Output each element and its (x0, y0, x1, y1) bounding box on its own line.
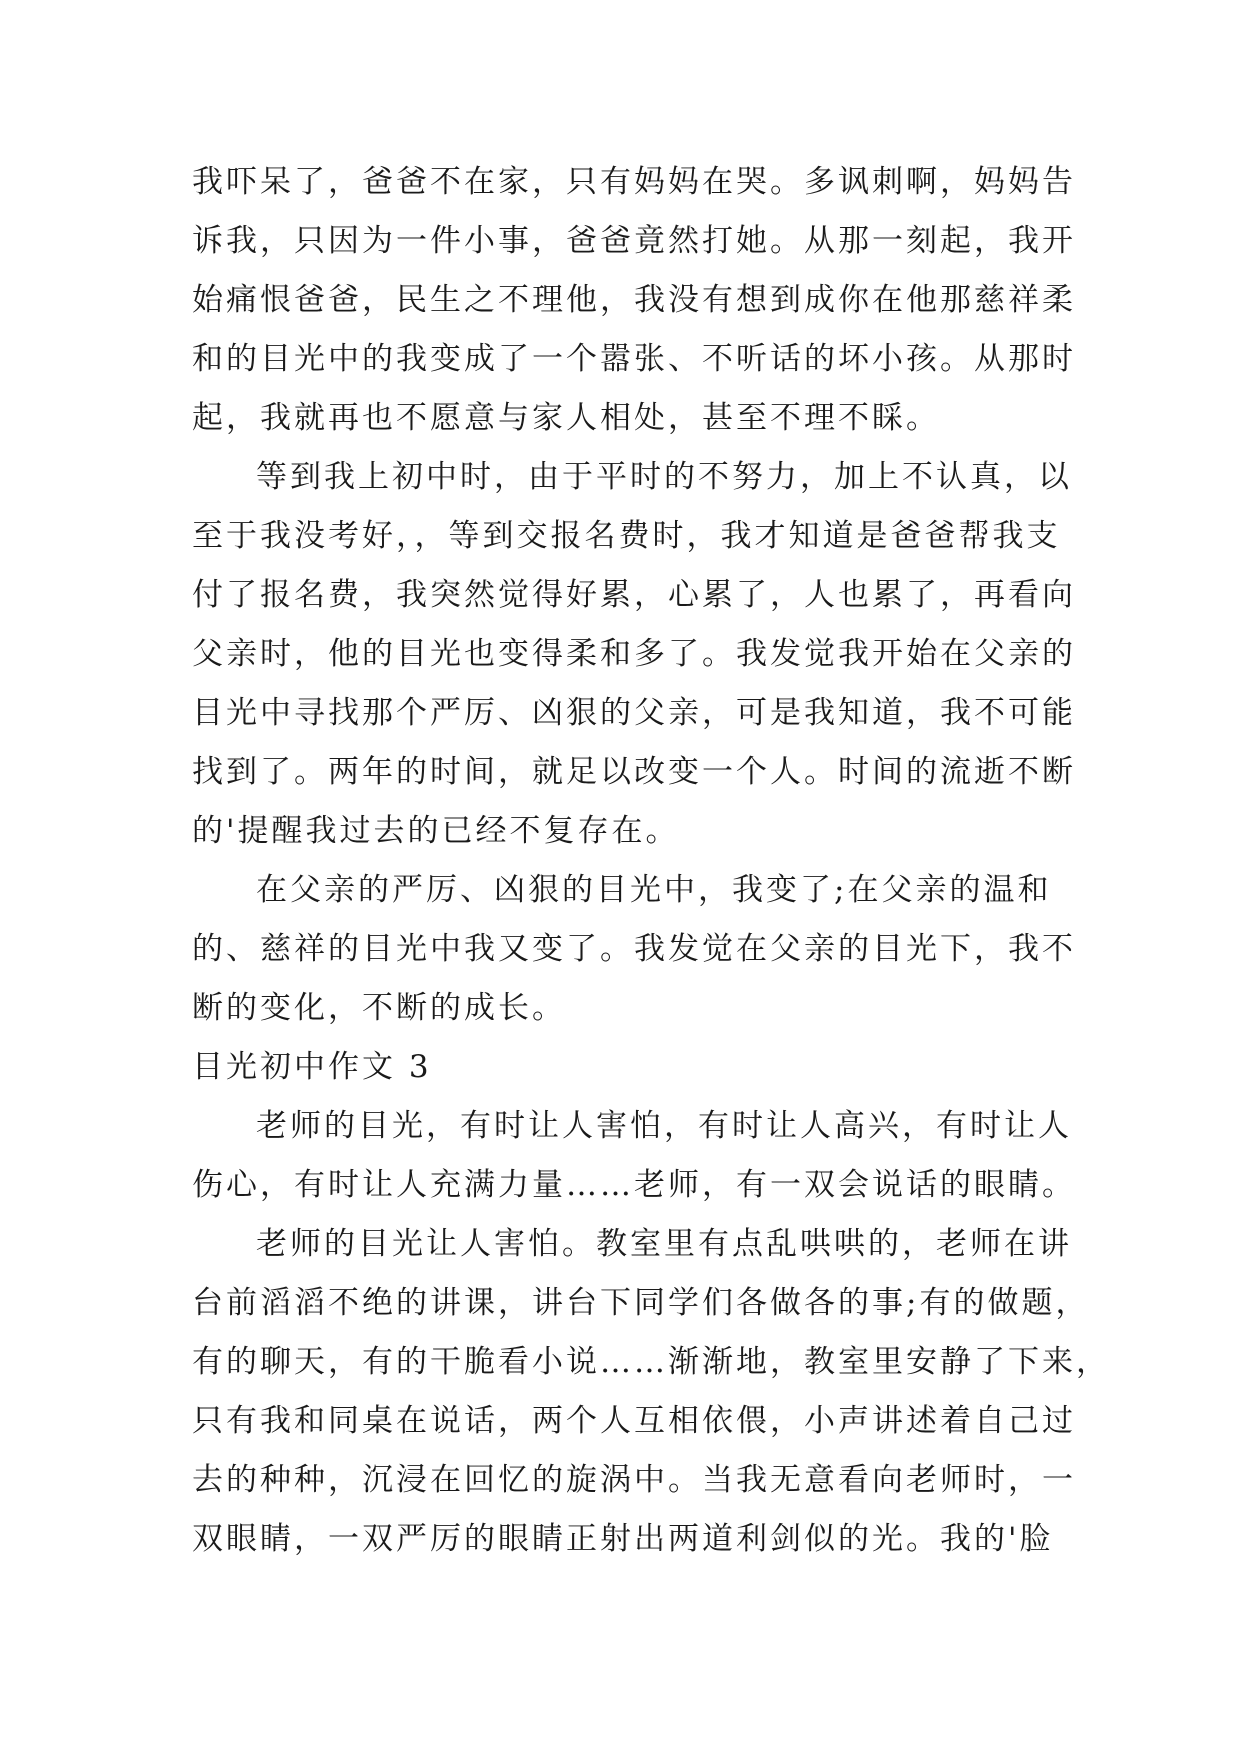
text-line: 台前滔滔不绝的讲课，讲台下同学们各做各的事;有的做题， (192, 1285, 1090, 1321)
text-line: 找到了。两年的时间，就足以改变一个人。时间的流逝不断 (192, 754, 1076, 790)
text-line: 起，我就再也不愿意与家人相处，甚至不理不睬。 (192, 400, 940, 436)
text-line: 断的变化，不断的成长。 (192, 990, 566, 1026)
text-line: 伤心，有时让人充满力量……老师，有一双会说话的眼睛。 (192, 1167, 1076, 1203)
text-line: 双眼睛，一双严厉的眼睛正射出两道利剑似的光。我的'脸 (192, 1521, 1054, 1557)
paragraph-start-line: 老师的目光，有时让人害怕，有时让人高兴，有时让人 (256, 1108, 1072, 1144)
text-line: 我吓呆了，爸爸不在家，只有妈妈在哭。多讽刺啊，妈妈告 (192, 164, 1076, 200)
paragraph-start-line: 老师的目光让人害怕。教室里有点乱哄哄的，老师在讲 (256, 1226, 1072, 1262)
text-line: 诉我，只因为一件小事，爸爸竟然打她。从那一刻起，我开 (192, 223, 1076, 259)
section-heading: 目光初中作文 3 (192, 1049, 432, 1085)
text-line: 的、慈祥的目光中我又变了。我发觉在父亲的目光下，我不 (192, 931, 1076, 967)
text-line: 付了报名费，我突然觉得好累，心累了，人也累了，再看向 (192, 577, 1076, 613)
text-line: 父亲时，他的目光也变得柔和多了。我发觉我开始在父亲的 (192, 636, 1076, 672)
text-line: 只有我和同桌在说话，两个人互相依偎，小声讲述着自己过 (192, 1403, 1076, 1439)
essay-text (192, 153, 1110, 1569)
text-line: 有的聊天，有的干脆看小说……渐渐地，教室里安静了下来， (192, 1344, 1110, 1380)
paragraph-start-line: 在父亲的严厉、凶狠的目光中，我变了;在父亲的温和 (256, 872, 1052, 908)
text-line: 至于我没考好，，等到交报名费时，我才知道是爸爸帮我支 (192, 518, 1061, 554)
text-line: 始痛恨爸爸，民生之不理他，我没有想到成你在他那慈祥柔 (192, 282, 1076, 318)
text-line: 和的目光中的我变成了一个嚣张、不听话的坏小孩。从那时 (192, 341, 1076, 377)
text-line: 去的种种，沉浸在回忆的旋涡中。当我无意看向老师时，一 (192, 1462, 1076, 1498)
text-line: 的'提醒我过去的已经不复存在。 (192, 813, 680, 849)
paragraph-start-line: 等到我上初中时，由于平时的不努力，加上不认真，以 (256, 459, 1072, 495)
text-line: 目光中寻找那个严厉、凶狠的父亲，可是我知道，我不可能 (192, 695, 1076, 731)
